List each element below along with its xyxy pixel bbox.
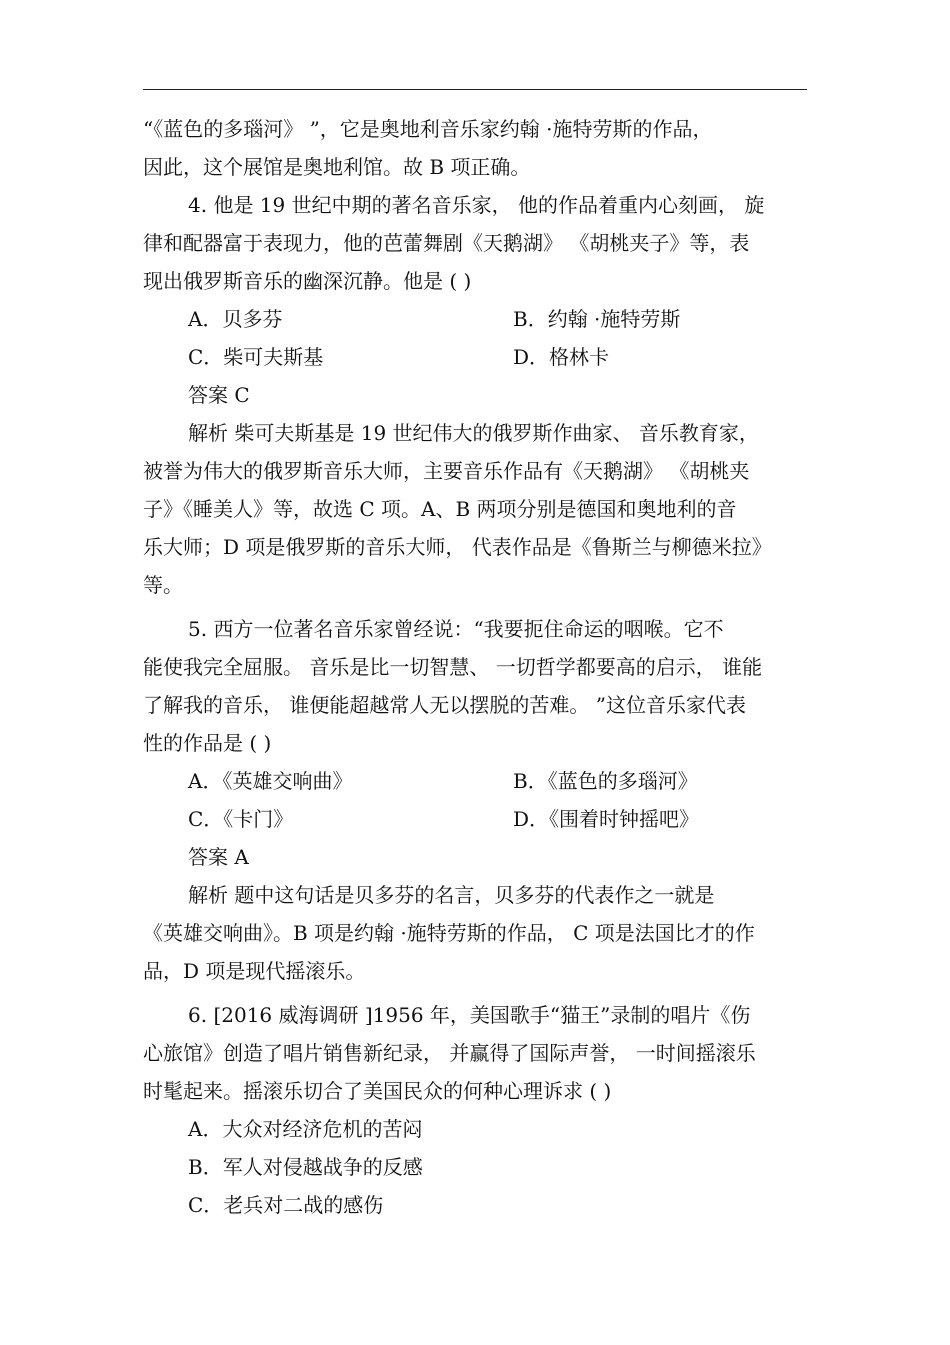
option-a: A．贝多芬 xyxy=(188,307,283,331)
question-stem-line: 性的作品是 ( ) xyxy=(143,731,272,755)
analysis-line: 《英雄交响曲》。B 项是约翰 ·施特劳斯的作品， C 项是法国比才的作 xyxy=(143,921,755,945)
analysis-line: 等。 xyxy=(143,573,183,597)
analysis-line: 解析 柴可夫斯基是 19 世纪伟大的俄罗斯作曲家、 音乐教育家， xyxy=(188,421,759,445)
analysis-line: 品，D 项是现代摇滚乐。 xyxy=(143,959,366,983)
analysis-line: 被誉为伟大的俄罗斯音乐大师，主要音乐作品有《天鹅湖》 《胡桃夹 xyxy=(143,459,750,483)
answer-line: 答案 C xyxy=(188,383,250,407)
option-b: B．军人对侵越战争的反感 xyxy=(188,1155,423,1179)
analysis-line: 子》《睡美人》等，故选 C 项。A、B 两项分别是德国和奥地利的音 xyxy=(143,497,737,521)
question-4 xyxy=(143,186,807,604)
document-body xyxy=(143,110,807,1224)
option-c: C．柴可夫斯基 xyxy=(188,345,324,369)
option-a: A．大众对经济危机的苦闷 xyxy=(188,1117,423,1141)
question-stem-line: 时髦起来。摇滚乐切合了美国民众的何种心理诉求 ( ) xyxy=(143,1079,612,1103)
option-row xyxy=(143,300,807,338)
question-stem-line: 心旅馆》创造了唱片销售新纪录， 并赢得了国际声誉， 一时间摇滚乐 xyxy=(143,1041,756,1065)
analysis-line: 解析 题中这句话是贝多芬的名言，贝多芬的代表作之一就是 xyxy=(188,883,715,907)
option-d: D．格林卡 xyxy=(513,345,610,369)
paragraph-line: “《蓝色的多瑙河》 ”，它是奥地利音乐家约翰 ·施特劳斯的作品， xyxy=(143,117,713,141)
option-b: B．《蓝色的多瑙河》 xyxy=(513,769,698,793)
question-stem-line: 现出俄罗斯音乐的幽深沉静。他是 ( ) xyxy=(143,269,472,293)
paragraph-line: 因此，这个展馆是奥地利馆。故 B 项正确。 xyxy=(143,155,531,179)
option-c: C．老兵对二战的感伤 xyxy=(188,1193,384,1217)
option-row xyxy=(143,762,807,800)
option-row xyxy=(143,800,807,838)
question-stem-line: 6. [2016 威海调研 ]1956 年，美国歌手“猫王”录制的唱片《伤 xyxy=(188,1003,751,1027)
question-5 xyxy=(143,610,807,990)
option-b: B．约翰 ·施特劳斯 xyxy=(513,307,681,331)
header-rule xyxy=(143,89,807,90)
option-d: D．《围着时钟摇吧》 xyxy=(513,807,700,831)
option-c: C．《卡门》 xyxy=(188,807,294,831)
option-a: A．《英雄交响曲》 xyxy=(188,769,353,793)
question-stem-line: 律和配器富于表现力，他的芭蕾舞剧《天鹅湖》 《胡桃夹子》等，表 xyxy=(143,231,750,255)
analysis-line: 乐大师；D 项是俄罗斯的音乐大师， 代表作品是《鲁斯兰与柳德米拉》 xyxy=(143,535,772,559)
question-stem-line: 能使我完全屈服。 音乐是比一切智慧、 一切哲学都要高的启示， 谁能 xyxy=(143,655,763,679)
question-6 xyxy=(143,996,807,1224)
question-stem-line: 5. 西方一位著名音乐家曾经说：“我要扼住命运的咽喉。它不 xyxy=(188,617,724,641)
question-stem-line: 4. 他是 19 世纪中期的著名音乐家， 他的作品着重内心刻画， 旋 xyxy=(188,193,765,217)
question-stem-line: 了解我的音乐， 谁便能超越常人无以摆脱的苦难。 ”这位音乐家代表 xyxy=(143,693,746,717)
option-row xyxy=(143,338,807,376)
answer-line: 答案 A xyxy=(188,845,249,869)
